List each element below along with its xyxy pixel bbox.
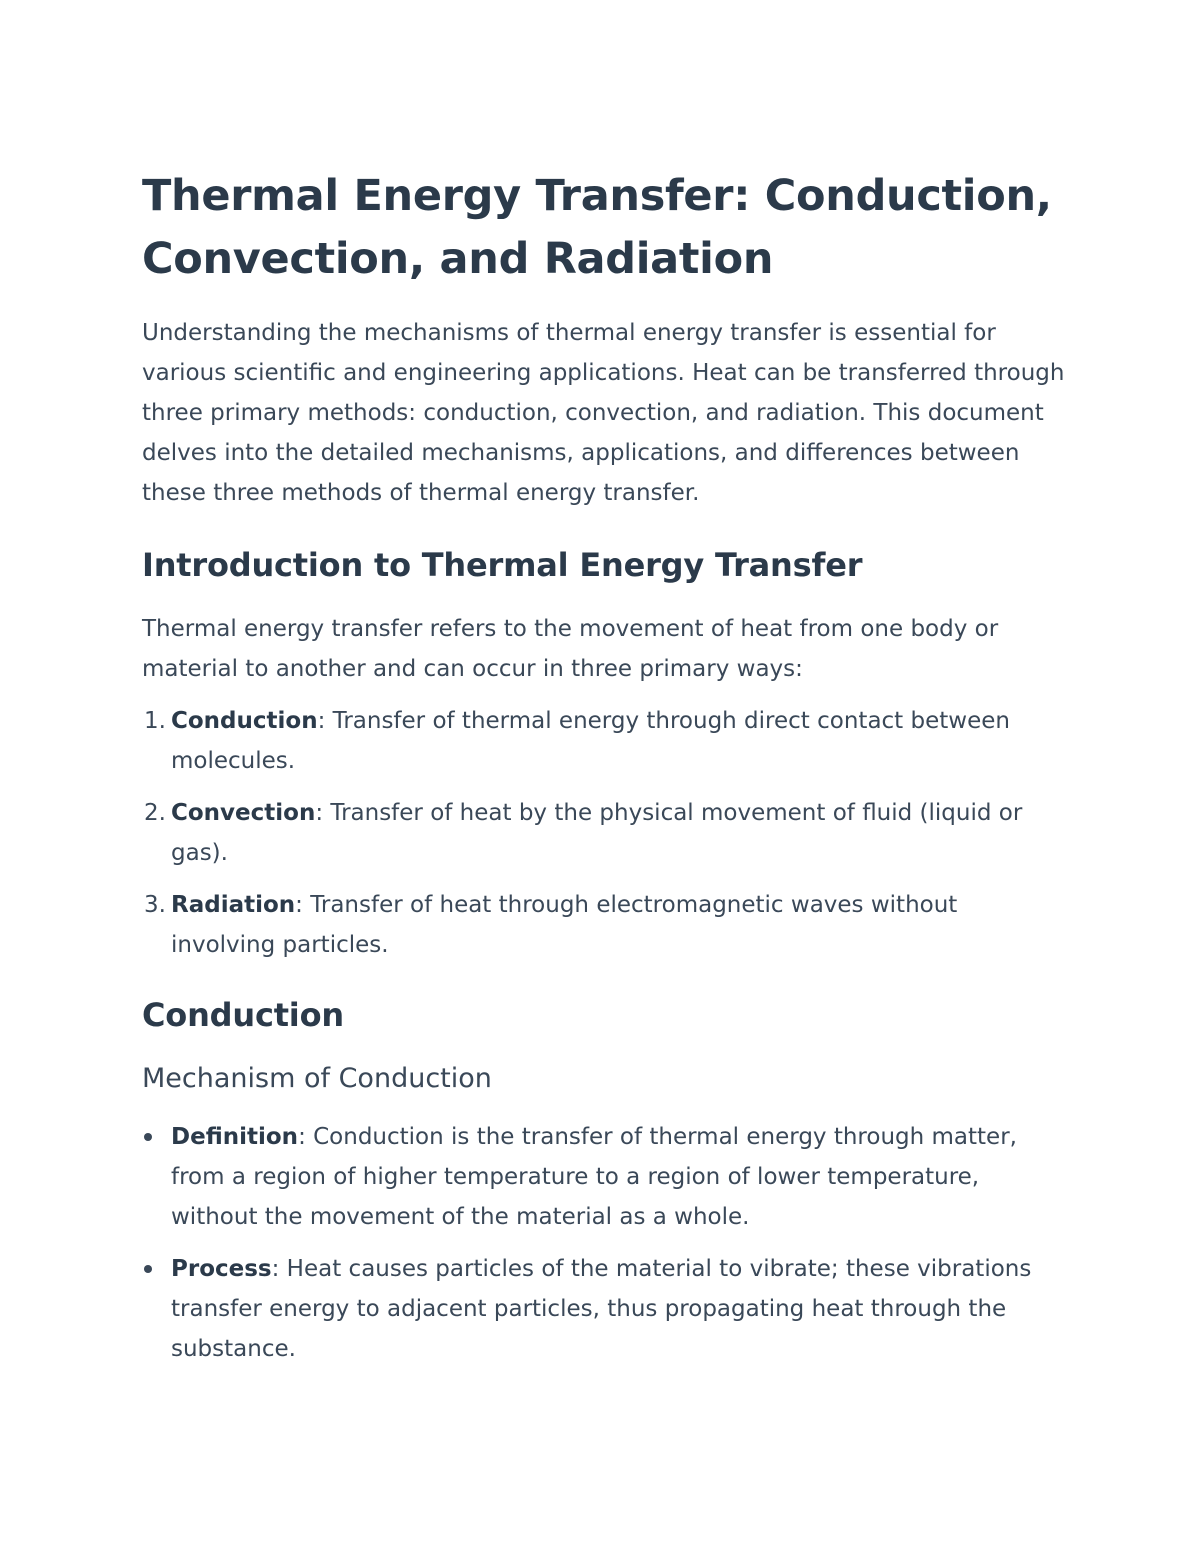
list-item-term: Definition bbox=[171, 1124, 299, 1150]
list-item-text: : Heat causes particles of the material to vibrate; these vibrations transfer energy to adjacent particles, thus propagating heat through the substance. bbox=[171, 1256, 1032, 1362]
document-page bbox=[142, 165, 1067, 1369]
bullet-icon bbox=[144, 1133, 152, 1141]
list-item bbox=[142, 1249, 1067, 1369]
list-item bbox=[142, 793, 1067, 873]
list-number: 1. bbox=[144, 708, 166, 734]
section-heading-introduction: Introduction to Thermal Energy Transfer bbox=[142, 546, 863, 584]
list-item bbox=[142, 885, 1067, 965]
section-heading-conduction: Conduction bbox=[142, 996, 344, 1034]
list-item bbox=[142, 1117, 1067, 1237]
list-item-text: : Conduction is the transfer of thermal energy through matter, from a region of higher temperature to a region of lower temperature, without the movement of the material as a whole. bbox=[171, 1124, 1017, 1230]
list-item-term: Radiation bbox=[171, 892, 296, 918]
bullet-icon bbox=[144, 1265, 152, 1273]
conduction-details-list bbox=[142, 1117, 1067, 1369]
list-number: 3. bbox=[144, 892, 166, 918]
subheading-mechanism: Mechanism of Conduction bbox=[142, 1063, 492, 1094]
list-number: 2. bbox=[144, 800, 166, 826]
page-title: Thermal Energy Transfer: Conduction, Convection, and Radiation bbox=[142, 171, 1052, 284]
list-item bbox=[142, 701, 1067, 781]
list-item-text: : Transfer of heat through electromagnetic waves without involving particles. bbox=[171, 892, 958, 958]
list-item-term: Convection bbox=[171, 800, 316, 826]
list-item-text: : Transfer of heat by the physical movement of fluid (liquid or gas). bbox=[171, 800, 1023, 866]
transfer-methods-list bbox=[142, 701, 1067, 965]
list-item-text: : Transfer of thermal energy through direct contact between molecules. bbox=[171, 708, 1010, 774]
list-item-term: Process bbox=[171, 1256, 272, 1282]
list-item-term: Conduction bbox=[171, 708, 318, 734]
intro-paragraph: Understanding the mechanisms of thermal energy transfer is essential for various scientific and engineering applications. Heat can be transferred through three primary methods: conduction, convection, and radiation. This document delves into the detailed mechanisms, applications, and differences between these three methods of thermal energy transfer. bbox=[142, 320, 1065, 506]
introduction-paragraph: Thermal energy transfer refers to the movement of heat from one body or material to another and can occur in three primary ways: bbox=[142, 616, 999, 682]
